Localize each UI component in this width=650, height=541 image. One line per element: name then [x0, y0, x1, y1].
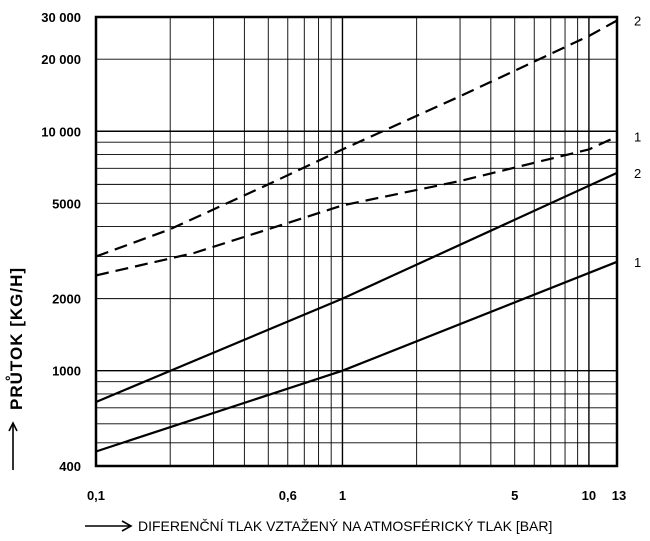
x-axis-title: DIFERENČNÍ TLAK VZTAŽENÝ NA ATMOSFÉRICKÝ TLAK [BAR] — [138, 518, 553, 534]
x-tick-labels — [87, 488, 626, 503]
series-line-solid-2 — [96, 173, 617, 402]
series-labels — [634, 14, 641, 270]
y-axis-arrow-icon — [9, 423, 17, 470]
series-line-dashed-2 — [96, 21, 617, 257]
y-tick-label: 10 000 — [41, 124, 81, 140]
series-label: 2 — [634, 13, 642, 29]
series-label: 2 — [634, 165, 642, 181]
x-tick-label: 13 — [611, 488, 627, 503]
x-axis-arrow-icon — [85, 521, 131, 531]
series-lines — [96, 21, 617, 452]
y-tick-label: 400 — [59, 459, 81, 474]
x-tick-label: 0,1 — [86, 488, 106, 503]
y-tick-label: 30 000 — [41, 10, 81, 25]
y-axis-title-group — [6, 267, 26, 470]
y-tick-label: 2000 — [52, 291, 81, 307]
plot-frame — [96, 17, 617, 466]
x-tick-label: 10 — [581, 488, 597, 503]
y-tick-label: 20 000 — [41, 52, 81, 68]
x-tick-label: 5 — [511, 488, 519, 503]
series-label: 1 — [634, 254, 642, 270]
x-tick-label: 0,6 — [278, 488, 297, 503]
x-tick-label: 1 — [338, 488, 347, 503]
x-axis-title-group — [85, 518, 552, 534]
series-label: 1 — [634, 129, 642, 145]
grid — [96, 17, 617, 466]
y-tick-label: 5000 — [52, 196, 81, 212]
y-axis-title: PRŮTOK [KG/H] — [7, 266, 26, 410]
y-tick-labels — [41, 10, 81, 474]
series-line-solid-1 — [96, 262, 617, 452]
series-line-dashed-1 — [96, 137, 617, 276]
y-tick-label: 1000 — [52, 363, 81, 379]
